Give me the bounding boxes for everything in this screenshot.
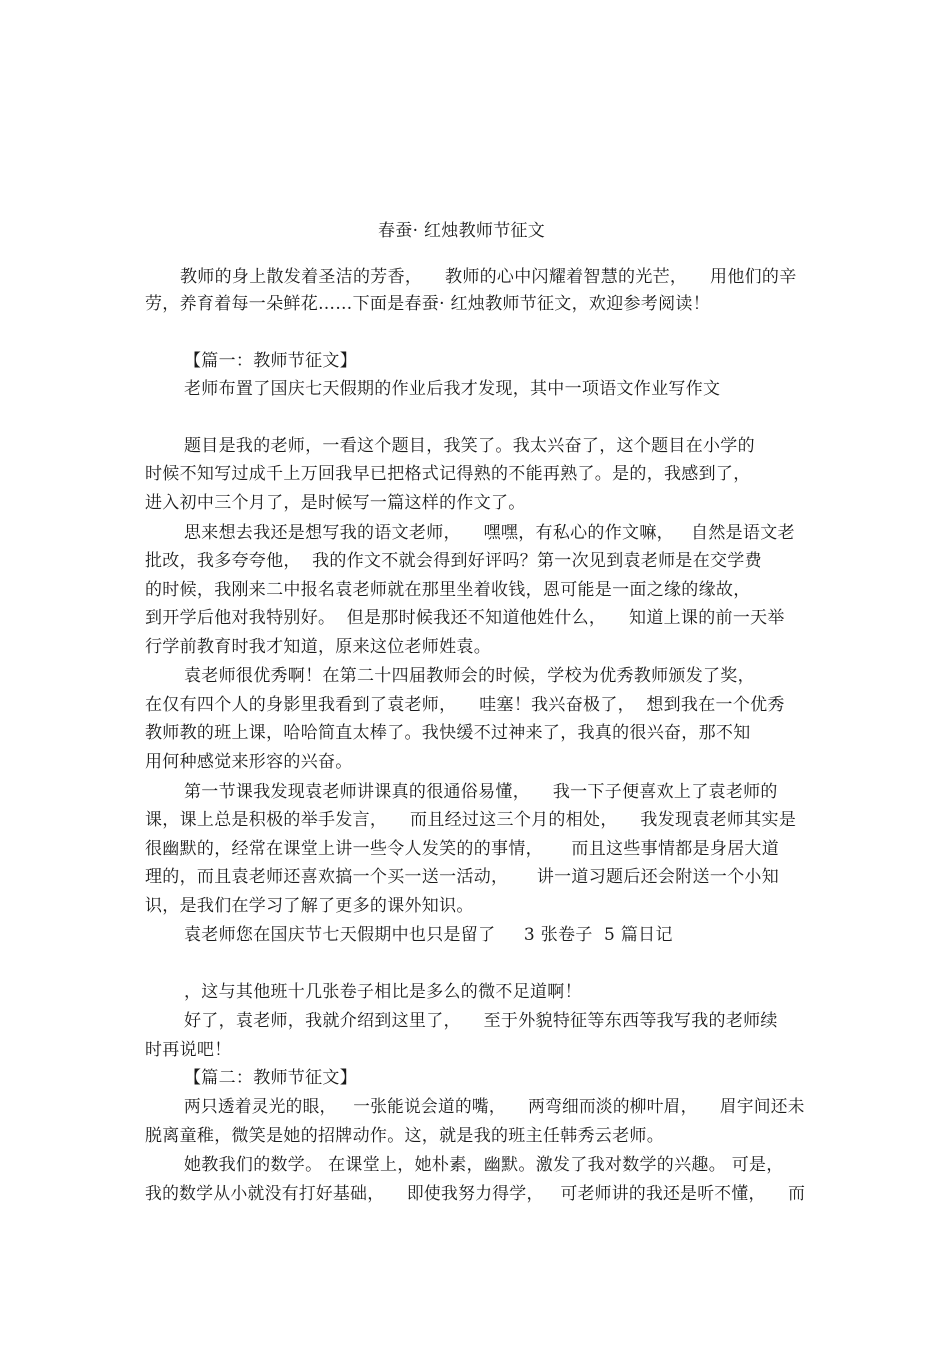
paragraph-line: 第一节课我发现袁老师讲课真的很通俗易懂， 我一下子便喜欢上了袁老师的 (184, 782, 778, 802)
paragraph-line: 理的，而且袁老师还喜欢搞一个买一送一活动， 讲一道习题后还会附送一个小知 (145, 867, 780, 887)
paragraph-line: 思来想去我还是想写我的语文老师， 嘿嘿，有私心的作文嘛， 自然是语文老 (184, 523, 795, 543)
document-title: 春蚕· 红烛教师节征文 (378, 221, 546, 241)
paragraph-line: 在仅有四个人的身影里我看到了袁老师， 哇塞！我兴奋极了， 想到我在一个优秀 (145, 695, 785, 715)
paragraph-line: 教师教的班上课，哈哈简直太棒了。我快缓不过神来了，我真的很兴奋，那不知 (145, 723, 751, 743)
paragraph-line: 题目是我的老师，一看这个题目，我笑了。我太兴奋了，这个题目在小学的 (184, 436, 755, 456)
paragraph-line: 老师布置了国庆七天假期的作业后我才发现，其中一项语文作业写作文 (184, 379, 721, 399)
paragraph-line: 进入初中三个月了，是时候写一篇这样的作文了。 (145, 493, 526, 513)
paragraph-line: 她教我们的数学。 在课堂上，她朴素，幽默。激发了我对数学的兴趣。 可是， (184, 1155, 784, 1175)
paragraph-line: 到开学后他对我特别好。 但是那时候我还不知道他姓什么， 知道上课的前一天举 (145, 608, 785, 628)
paragraph-line: 袁老师很优秀啊！在第二十四届教师会的时候，学校为优秀教师颁发了奖， (184, 666, 755, 686)
section-heading: 【篇一：教师节征文】 (184, 351, 357, 371)
paragraph-line: 行学前教育时我才知道，原来这位老师姓袁。 (145, 637, 491, 657)
paragraph-line: 识，是我们在学习了解了更多的课外知识。 (145, 896, 474, 916)
section-heading: 【篇二：教师节征文】 (184, 1068, 357, 1088)
paragraph-line: 好了，袁老师，我就介绍到这里了， 至于外貌特征等东西等我写我的老师续 (184, 1011, 778, 1031)
paragraph-line: 课，课上总是积极的举手发言， 而且经过这三个月的相处， 我发现袁老师其实是 (145, 810, 797, 830)
paragraph-line: ，这与其他班十几张卷子相比是多么的微不足道啊！ (184, 982, 582, 1002)
paragraph-line: 时候不知写过成千上万回我早已把格式记得熟的不能再熟了。是的，我感到了， (145, 464, 751, 484)
paragraph-line: 很幽默的，经常在课堂上讲一些令人发笑的的事情， 而且这些事情都是身居大道 (145, 839, 780, 859)
paragraph-line: 袁老师您在国庆节七天假期中也只是留了 3 张卷子 5 篇日记 (184, 925, 673, 945)
paragraph-line: 时再说吧！ (145, 1040, 232, 1060)
paragraph-line: 用何种感觉来形容的兴奋。 (145, 752, 353, 772)
paragraph-line: 我的数学从小就没有打好基础， 即使我努力得学， 可老师讲的我还是听不懂， 而 (145, 1184, 806, 1204)
intro-line: 教师的身上散发着圣洁的芳香， 教师的心中闪耀着智慧的光芒， 用他们的辛 (180, 267, 797, 287)
paragraph-line: 的时候，我刚来二中报名袁老师就在那里坐着收钱，恩可能是一面之缘的缘故， (145, 580, 751, 600)
paragraph-line: 两只透着灵光的眼， 一张能说会道的嘴， 两弯细而淡的柳叶眉， 眉宇间还未 (184, 1097, 805, 1117)
paragraph-line: 脱离童稚，微笑是她的招牌动作。这，就是我的班主任韩秀云老师。 (145, 1126, 664, 1146)
intro-line: 劳，养育着每一朵鲜花……下面是春蚕· 红烛教师节征文，欢迎参考阅读！ (145, 294, 711, 314)
paragraph-line: 批改，我多夸夸他， 我的作文不就会得到好评吗？第一次见到袁老师是在交学费 (145, 551, 762, 571)
